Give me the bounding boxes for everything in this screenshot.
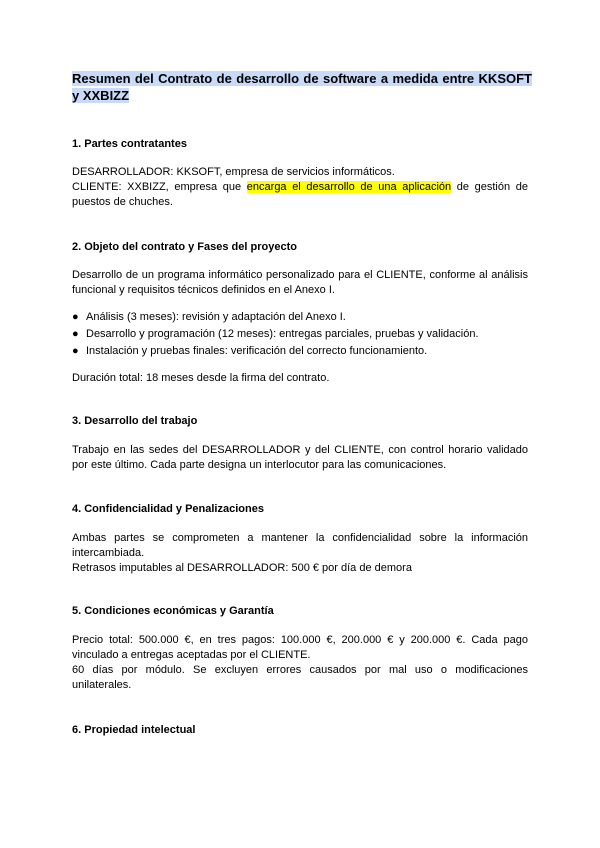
duration-text: Duración total: 18 meses desde la firma del contrato. <box>72 372 330 384</box>
warranty-text: 60 días por módulo. Se excluyen errores causados por mal uso o modificaciones unilaterales. <box>72 664 528 691</box>
section-1-body <box>72 165 528 210</box>
section-3-body: Trabajo en las sedes del DESARROLLADOR y del CLIENTE, con control horario validado por este último. Cada parte designa un interlocutor para las comunicaciones. <box>72 444 528 471</box>
list-item-text: Instalación y pruebas finales: verificación del correcto funcionamiento. <box>86 345 428 357</box>
penalty-text: Retrasos imputables al DESARROLLADOR: 500 € por día de demora <box>72 562 412 574</box>
section-2-intro: Desarrollo de un programa informático personalizado para el CLIENTE, conforme al análisis funcional y requisitos técnicos definidos en el Anexo I. <box>72 269 528 296</box>
section-5-body <box>72 633 528 693</box>
phases-list <box>72 309 479 360</box>
highlighted-phrase: encarga el desarrollo de una aplicación <box>246 181 452 193</box>
price-text: Precio total: 500.000 €, en tres pagos: 100.000 €, 200.000 € y 200.000 €. Cada pago vinculado a entregas aceptadas por el CLIENTE. <box>72 634 528 661</box>
client-line-end: de gestión de puestos de chuches. <box>72 181 528 208</box>
section-3-heading: 3. Desarrollo del trabajo <box>72 415 198 427</box>
list-item <box>72 326 479 343</box>
list-item-text: Desarrollo y programación (12 meses): entregas parciales, pruebas y validación. <box>86 328 479 340</box>
section-5-heading: 5. Condiciones económicas y Garantía <box>72 605 274 617</box>
confidentiality-text: Ambas partes se comprometen a mantener la confidencialidad sobre la información intercambiada. <box>72 532 528 559</box>
section-2-heading: 2. Objeto del contrato y Fases del proyecto <box>72 241 297 253</box>
list-item <box>72 343 479 360</box>
section-6-heading: 6. Propiedad intelectual <box>72 724 196 736</box>
list-item-text: Análisis (3 meses): revisión y adaptación del Anexo I. <box>86 311 346 323</box>
bullet-icon: ● <box>72 345 79 357</box>
list-item <box>72 309 479 326</box>
client-line-start: CLIENTE: XXBIZZ, empresa que <box>72 181 247 193</box>
developer-line: DESARROLLADOR: KKSOFT, empresa de servicios informáticos. <box>72 166 395 178</box>
section-4-heading: 4. Confidencialidad y Penalizaciones <box>72 503 264 515</box>
section-1-heading: 1. Partes contratantes <box>72 138 187 150</box>
section-4-body <box>72 531 528 576</box>
bullet-icon: ● <box>72 328 79 340</box>
document-title-text: Resumen del Contrato de desarrollo de software a medida entre KKSOFT y XXBIZZ <box>72 71 532 103</box>
document-title <box>72 70 532 104</box>
bullet-icon: ● <box>72 311 79 323</box>
